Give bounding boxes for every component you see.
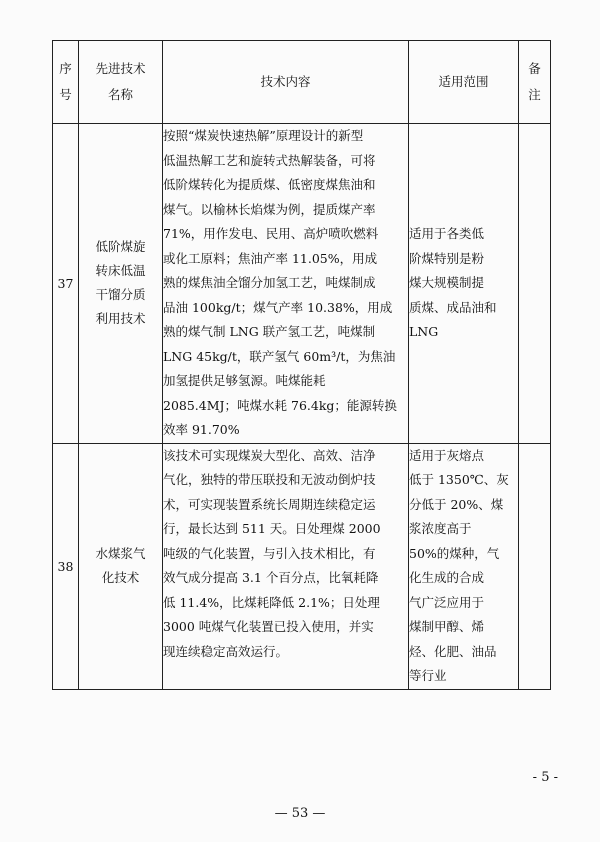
header-name: 先进技术 名称 — [79, 41, 163, 124]
header-scope: 适用范围 — [409, 41, 519, 124]
row-tech-name: 水煤浆气 化技术 — [79, 443, 163, 689]
table-row — [53, 124, 551, 444]
page-number-right: - 5 - — [532, 770, 558, 785]
row-remark — [519, 443, 551, 689]
header-seq: 序 号 — [53, 41, 79, 124]
row-remark — [519, 124, 551, 444]
page-number-center: — 53 — — [274, 806, 326, 821]
row-tech-content: 按照“煤炭快速热解”原理设计的新型 低温热解工艺和旋转式热解装备，可将 低阶煤转化为提质煤、低密度煤焦油和 煤气。以榆林长焰煤为例，提质煤产率 71%，用作发电、民用、高炉喷吹燃料 或化工原料；焦油产率 11.05%，用成 熟的煤焦油全馏分加氢工艺，吨煤制成 品油 100kg/t；煤气产率 10.38%，用成 熟的煤气制 LNG 联产氢工艺，吨煤制 LNG 45kg/t，联产氢气 60m³/t，为焦油 加氢提供足够氢源。吨煤能耗 2085.4MJ；吨煤水耗 76.4kg；能源转换 效率 91.70% — [163, 124, 409, 444]
row-tech-content: 该技术可实现煤炭大型化、高效、洁净 气化，独特的带压联投和无波动倒炉技 术，可实现装置系统长周期连续稳定运 行，最长达到 511 天。日处理煤 2000 吨级的气化装置，与引入技术相比，有 效气成分提高 3.1 个百分点，比氧耗降 低 11.4%，比煤耗降低 2.1%；日处理 3000 吨煤气化装置已投入使用，并实 现连续稳定高效运行。 — [163, 443, 409, 689]
table-header-row — [53, 41, 551, 124]
row-seq: 37 — [53, 124, 79, 444]
row-tech-name: 低阶煤旋 转床低温 干馏分质 利用技术 — [79, 124, 163, 444]
row-scope: 适用于灰熔点 低于 1350℃、灰 分低于 20%、煤 浆浓度高于 50%的煤种，气 化生成的合成 气广泛应用于 煤制甲醇、烯 烃、化肥、油品 等行业 — [409, 443, 519, 689]
row-scope: 适用于各类低 阶煤特别是粉 煤大规模制提 质煤、成品油和 LNG — [409, 124, 519, 444]
technology-table — [52, 40, 551, 690]
header-content: 技术内容 — [163, 41, 409, 124]
header-remark: 备 注 — [519, 41, 551, 124]
table-row — [53, 443, 551, 689]
row-seq: 38 — [53, 443, 79, 689]
